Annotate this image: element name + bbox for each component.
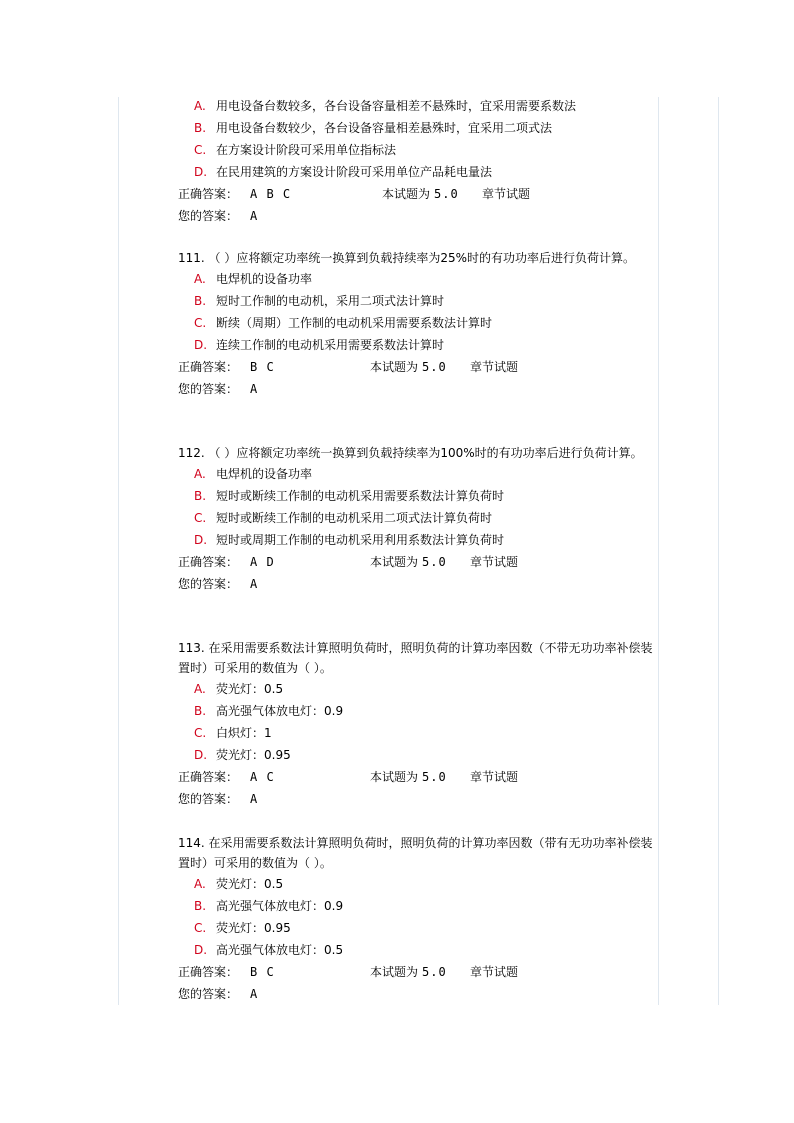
option-d: D. 短时或周期工作制的电动机采用利用系数法计算负荷时 xyxy=(194,533,505,547)
option-b: B. 短时工作制的电动机，采用二项式法计算时 xyxy=(194,294,445,308)
correct-answer-row: 正确答案： B C 本试题为 5.0 章节试题 xyxy=(178,360,519,374)
option-d: D. 高光强气体放电灯：0.5 xyxy=(194,943,344,957)
content-border-line xyxy=(658,97,659,1005)
your-answer-row: 您的答案： A xyxy=(178,577,259,591)
option-a: A. 荧光灯：0.5 xyxy=(194,682,284,696)
option-a: A. 电焊机的设备功率 xyxy=(194,467,313,481)
option-c: C. 在方案设计阶段可采用单位指标法 xyxy=(194,143,397,157)
question-text: 113. 在采用需要系数法计算照明负荷时，照明负荷的计算功率因数（不带无功功率补偿装置时）可采用的数值为（ ）。 xyxy=(178,641,653,675)
option-c: C. 荧光灯：0.95 xyxy=(194,921,291,935)
option-c: C. 白炽灯：1 xyxy=(194,726,272,740)
option-d: D. 荧光灯：0.95 xyxy=(194,748,291,762)
question-text: 111. （ ）应将额定功率统一换算到负载持续率为25%时的有功功率后进行负荷计算。 xyxy=(178,251,636,265)
right-border-line xyxy=(718,97,719,1005)
option-a: A. 用电设备台数较多，各台设备容量相差不悬殊时，宜采用需要系数法 xyxy=(194,99,577,113)
option-b: B. 高光强气体放电灯：0.9 xyxy=(194,704,344,718)
your-answer-row: 您的答案： A xyxy=(178,987,259,1001)
option-d: D. 在民用建筑的方案设计阶段可采用单位产品耗电量法 xyxy=(194,165,493,179)
left-border-line xyxy=(118,97,119,1005)
question-block-114 xyxy=(178,833,658,1005)
question-block-110 xyxy=(178,95,658,227)
correct-answer-row: 正确答案： A D 本试题为 5.0 章节试题 xyxy=(178,555,519,569)
question-block-113 xyxy=(178,638,658,810)
option-b: B. 高光强气体放电灯：0.9 xyxy=(194,899,344,913)
correct-answer-row: 正确答案： B C 本试题为 5.0 章节试题 xyxy=(178,965,519,979)
option-b: B. 短时或断续工作制的电动机采用需要系数法计算负荷时 xyxy=(194,489,505,503)
your-answer-row: 您的答案： A xyxy=(178,792,259,806)
option-a: A. 荧光灯：0.5 xyxy=(194,877,284,891)
your-answer-row: 您的答案： A xyxy=(178,209,259,223)
correct-answer-row: 正确答案： A C 本试题为 5.0 章节试题 xyxy=(178,770,519,784)
question-block-111 xyxy=(178,248,658,400)
option-c: C. 短时或断续工作制的电动机采用二项式法计算负荷时 xyxy=(194,511,493,525)
option-b: B. 用电设备台数较少，各台设备容量相差悬殊时，宜采用二项式法 xyxy=(194,121,553,135)
option-d: D. 连续工作制的电动机采用需要系数法计算时 xyxy=(194,338,445,352)
correct-answer-row: 正确答案： A B C 本试题为 5.0 章节试题 xyxy=(178,187,531,201)
your-answer-row: 您的答案： A xyxy=(178,382,259,396)
option-a: A. 电焊机的设备功率 xyxy=(194,272,313,286)
question-block-112 xyxy=(178,443,658,595)
question-text: 112. （ ）应将额定功率统一换算到负载持续率为100%时的有功功率后进行负荷计算。 xyxy=(178,446,643,460)
question-text: 114. 在采用需要系数法计算照明负荷时，照明负荷的计算功率因数（带有无功功率补偿装置时）可采用的数值为（ ）。 xyxy=(178,836,653,870)
option-c: C. 断续（周期）工作制的电动机采用需要系数法计算时 xyxy=(194,316,493,330)
